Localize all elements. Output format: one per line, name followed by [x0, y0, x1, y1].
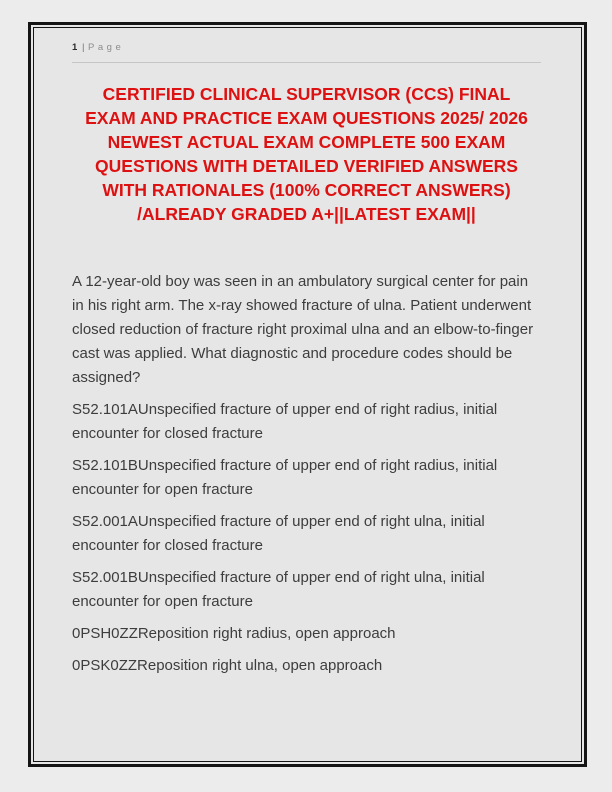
question-text: A 12-year-old boy was seen in an ambulatory surgical center for pain in his right arm. The x-ray showed fracture of ulna. Patient underwent closed reduction of fracture right proximal ulna and an elbow-to-finger cast was applied. What diagnostic and procedure codes should be assigned? — [72, 273, 534, 386]
document-title — [72, 82, 541, 226]
page-header — [72, 38, 541, 63]
page-border-inner — [33, 27, 582, 762]
page-border-frame — [28, 22, 587, 767]
title-line: NEWEST ACTUAL EXAM COMPLETE 500 EXAM — [107, 132, 506, 152]
answer-option: S52.001AUnspecified fracture of upper end of right ulna, initial encounter for closed fracture — [72, 513, 485, 554]
title-line: QUESTIONS WITH DETAILED VERIFIED ANSWERS — [95, 156, 518, 176]
title-line: CERTIFIED CLINICAL SUPERVISOR (CCS) FINAL — [102, 84, 511, 104]
answer-option: S52.101AUnspecified fracture of upper end of right radius, initial encounter for closed fracture — [72, 401, 498, 442]
answer-option: S52.101BUnspecified fracture of upper end of right radius, initial encounter for open fracture — [72, 457, 498, 498]
header-separator: | — [81, 42, 85, 53]
answer-option: S52.001BUnspecified fracture of upper end of right ulna, initial encounter for open fracture — [72, 569, 485, 610]
header-page-label: Page — [88, 42, 125, 53]
title-line: WITH RATIONALES (100% CORRECT ANSWERS) — [102, 180, 511, 200]
page-number: 1 — [72, 42, 79, 53]
answer-option: 0PSH0ZZReposition right radius, open approach — [72, 625, 396, 642]
title-line: /ALREADY GRADED A+||LATEST EXAM|| — [137, 204, 476, 224]
question-block — [72, 270, 541, 678]
title-line: EXAM AND PRACTICE EXAM QUESTIONS 2025/ 2026 — [85, 108, 528, 128]
answer-option: 0PSK0ZZReposition right ulna, open approach — [72, 657, 383, 674]
